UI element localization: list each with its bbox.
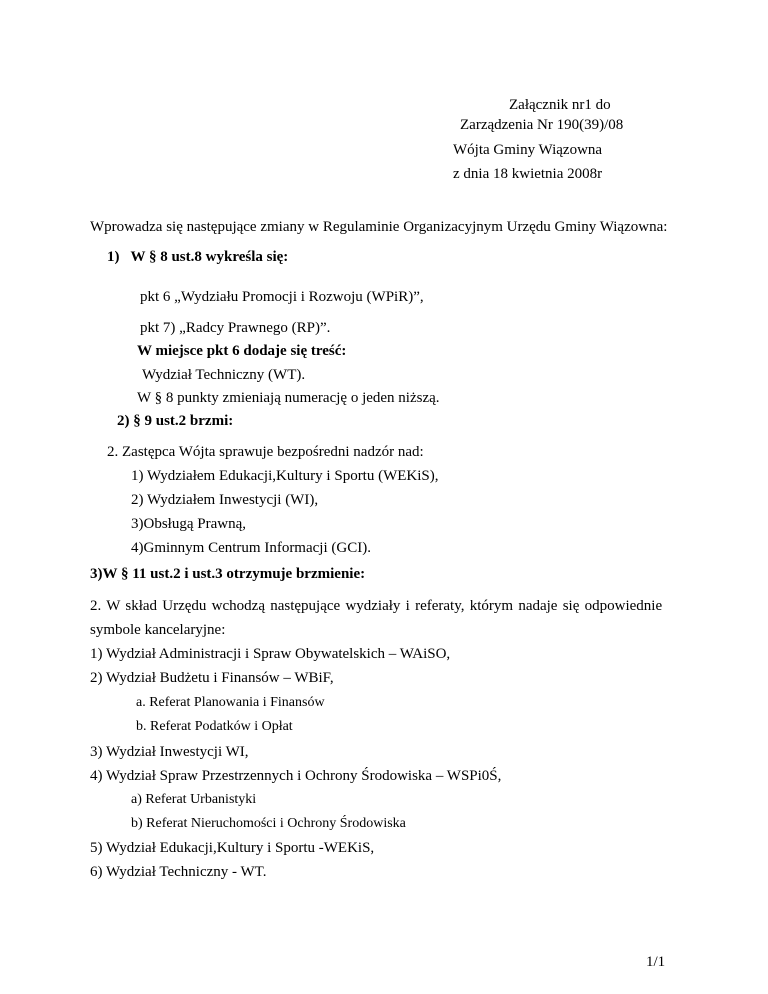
section1-heading-text: W § 8 ust.8 wykreśla się:	[130, 249, 289, 265]
header-ordinance: Zarządzenia Nr 190(39)/08	[460, 117, 624, 133]
section3-para-line2: symbole kancelaryjne:	[90, 622, 226, 638]
section2-item-3: 3)Obsługą Prawną,	[131, 516, 246, 532]
section3-item-4: 4) Wydział Spraw Przestrzennych i Ochrony Środowiska – WSPi0Ś,	[90, 768, 502, 784]
section2-item-1: 1) Wydziałem Edukacji,Kultury i Sportu (WEKiS),	[131, 468, 439, 484]
section3-item-5: 5) Wydział Edukacji,Kultury i Sportu -WEKiS,	[90, 840, 375, 856]
section1-item2: pkt 7) „Radcy Prawnego (RP)”.	[140, 320, 331, 336]
section3-item-6: 6) Wydział Techniczny - WT.	[90, 864, 267, 880]
section1-subheading: W miejsce pkt 6 dodaje się treść:	[137, 343, 347, 359]
section3-item-3: 3) Wydział Inwestycji WI,	[90, 744, 249, 760]
section1-heading	[107, 248, 288, 266]
section3-subitem-2a: a. Referat Planowania i Finansów	[136, 695, 325, 710]
header-date: z dnia 18 kwietnia 2008r	[453, 166, 603, 182]
section3-item-2: 2) Wydział Budżetu i Finansów – WBiF,	[90, 670, 334, 686]
page-number: 1/1	[646, 954, 666, 970]
header-authority: Wójta Gminy Wiązowna	[453, 142, 603, 158]
section3-item-1: 1) Wydział Administracji i Spraw Obywatelskich – WAiSO,	[90, 646, 451, 662]
section3-subitem-4b: b) Referat Nieruchomości i Ochrony Środowiska	[131, 816, 406, 831]
section3-para-line1: 2. W skład Urzędu wchodzą następujące wydziały i referaty, którym nadaje się odpowiednie	[90, 598, 663, 614]
section1-note: W § 8 punkty zmieniają numerację o jeden niższą.	[137, 390, 440, 406]
section2-para: 2. Zastępca Wójta sprawuje bezpośredni nadzór nad:	[107, 444, 424, 460]
section2-heading: 2) § 9 ust.2 brzmi:	[117, 413, 234, 429]
section1-number: 1)	[107, 249, 120, 265]
section3-subitem-4a: a) Referat Urbanistyki	[131, 792, 257, 807]
section3-heading: 3)W § 11 ust.2 i ust.3 otrzymuje brzmienie:	[90, 566, 366, 582]
header-annex: Załącznik nr1 do	[509, 97, 611, 113]
section2-item-4: 4)Gminnym Centrum Informacji (GCI).	[131, 540, 371, 556]
section1-item1: pkt 6 „Wydziału Promocji i Rozwoju (WPiR)”,	[140, 289, 424, 305]
section3-subitem-2b: b. Referat Podatków i Opłat	[136, 719, 293, 734]
section1-added: Wydział Techniczny (WT).	[142, 367, 306, 383]
section2-item-2: 2) Wydziałem Inwestycji (WI),	[131, 492, 319, 508]
intro-paragraph: Wprowadza się następujące zmiany w Regulaminie Organizacyjnym Urzędu Gminy Wiązowna:	[90, 219, 668, 235]
